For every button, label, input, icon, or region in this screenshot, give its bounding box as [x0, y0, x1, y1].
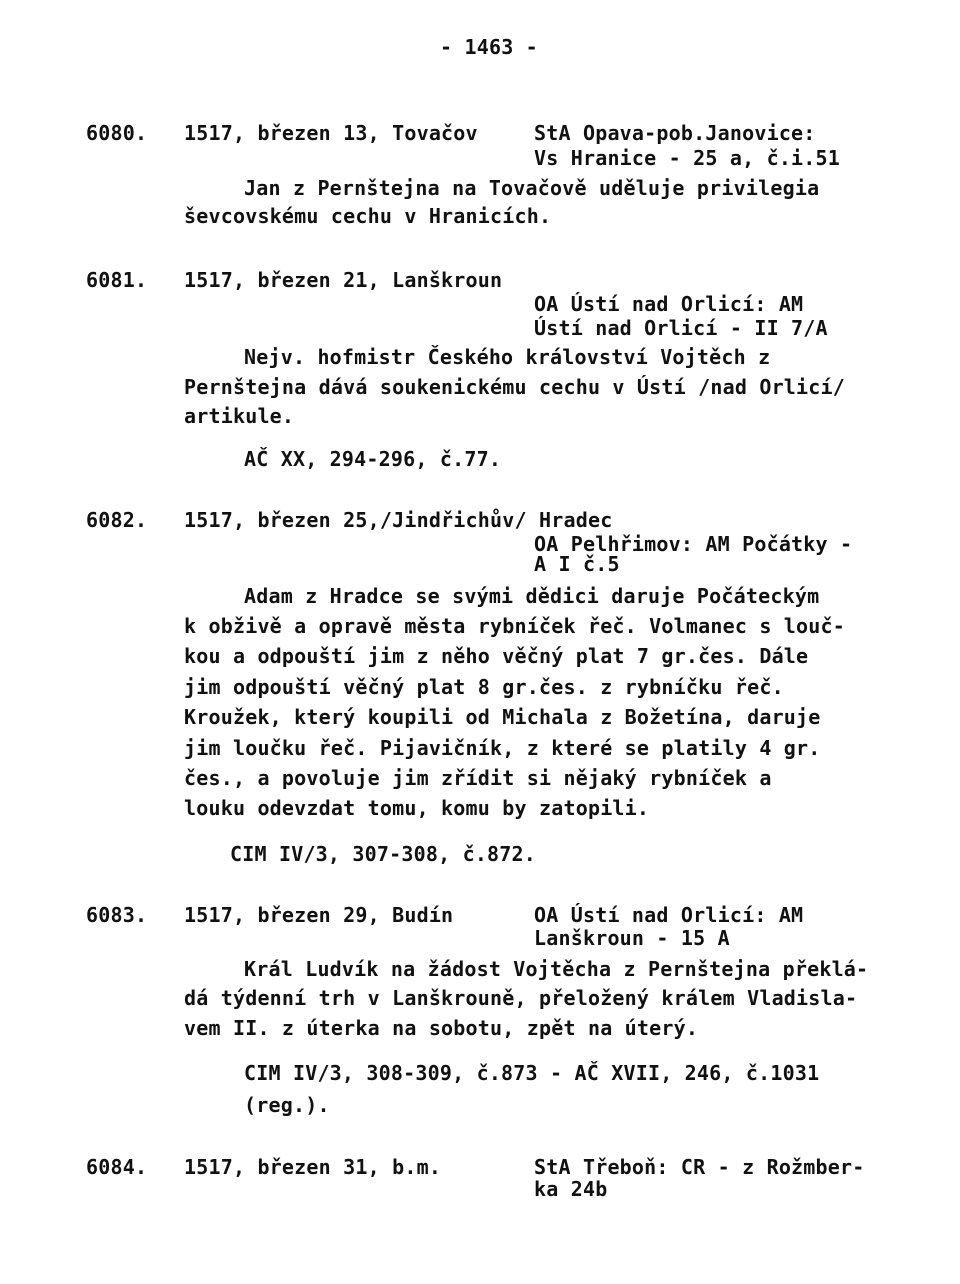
entry-text-line: Král Ludvík na žádost Vojtěcha z Pernštejna překlá-: [244, 957, 869, 981]
entry-text-line: Pernštejna dává soukenickému cechu v Ústí /nad Orlicí/: [184, 375, 846, 399]
entry-date-place: 1517, březen 13, Tovačov: [184, 121, 478, 145]
entry-text-line: dá týdenní trh v Lanškrouně, přeložený králem Vladisla-: [184, 986, 858, 1010]
entry-archive-line: Ústí nad Orlicí - II 7/A: [534, 316, 828, 340]
page-number: - 1463 -: [440, 35, 538, 59]
entry-text-line: Kroužek, který koupili od Michala z Božetína, daruje: [184, 705, 821, 729]
entry-text-line: louku odevzdat tomu, komu by zatopili.: [184, 796, 650, 820]
entry-archive-line: OA Ústí nad Orlicí: AM: [534, 903, 804, 927]
entry-text-line: vem II. z úterka na sobotu, zpět na úterý.: [184, 1016, 699, 1040]
entry-number: 6084.: [86, 1155, 148, 1179]
entry-text-line: artikule.: [184, 404, 295, 428]
entry-citation-line: CIM IV/3, 308-309, č.873 - AČ XVII, 246, č.1031: [244, 1061, 820, 1085]
entry-text-line: k obživě a opravě města rybníček řeč. Volmanec s louč-: [184, 614, 846, 638]
entry-archive-line: OA Ústí nad Orlicí: AM: [534, 292, 804, 316]
entry-text-line: jim odpouští věčný plat 8 gr.čes. z rybníčku řeč.: [184, 675, 784, 699]
entry-date-place: 1517, březen 29, Budín: [184, 903, 454, 927]
entry-citation-line: (reg.).: [244, 1093, 330, 1117]
entry-date-place: 1517, březen 31, b.m.: [184, 1155, 442, 1179]
entry-archive-line: StA Třeboň: CR - z Rožmber-: [534, 1155, 865, 1179]
entry-archive-line: Vs Hranice - 25 a, č.i.51: [534, 146, 841, 170]
entry-number: 6082.: [86, 508, 148, 532]
entry-archive-line: ka 24b: [534, 1177, 608, 1201]
entry-text-line: Jan z Pernštejna na Tovačově uděluje privilegia: [244, 176, 820, 200]
entry-text-line: Adam z Hradce se svými dědici daruje Počáteckým: [244, 584, 820, 608]
entry-number: 6081.: [86, 268, 148, 292]
entry-text-line: ševcovskému cechu v Hranicích.: [184, 204, 552, 228]
entry-citation-line: CIM IV/3, 307-308, č.872.: [230, 842, 537, 866]
entry-archive-line: StA Opava-pob.Janovice:: [534, 121, 816, 145]
entry-archive-line: Lanškroun - 15 A: [534, 926, 730, 950]
entry-number: 6083.: [86, 903, 148, 927]
entry-archive-line: A I č.5: [534, 552, 620, 576]
entry-text-line: kou a odpouští jim z něho věčný plat 7 gr.čes. Dále: [184, 644, 809, 668]
entry-archive-line: OA Pelhřimov: AM Počátky -: [534, 532, 853, 556]
entry-number: 6080.: [86, 121, 148, 145]
entry-citation-line: AČ XX, 294-296, č.77.: [244, 447, 502, 471]
entry-date-place: 1517, březen 25,/Jindřichův/ Hradec: [184, 508, 613, 532]
entry-text-line: čes., a povoluje jim zřídit si nějaký rybníček a: [184, 766, 772, 790]
entry-date-place: 1517, březen 21, Lanškroun: [184, 268, 503, 292]
entry-text-line: jim loučku řeč. Pijavičník, z které se platily 4 gr.: [184, 736, 821, 760]
entry-text-line: Nejv. hofmistr Českého království Vojtěch z: [244, 345, 771, 369]
